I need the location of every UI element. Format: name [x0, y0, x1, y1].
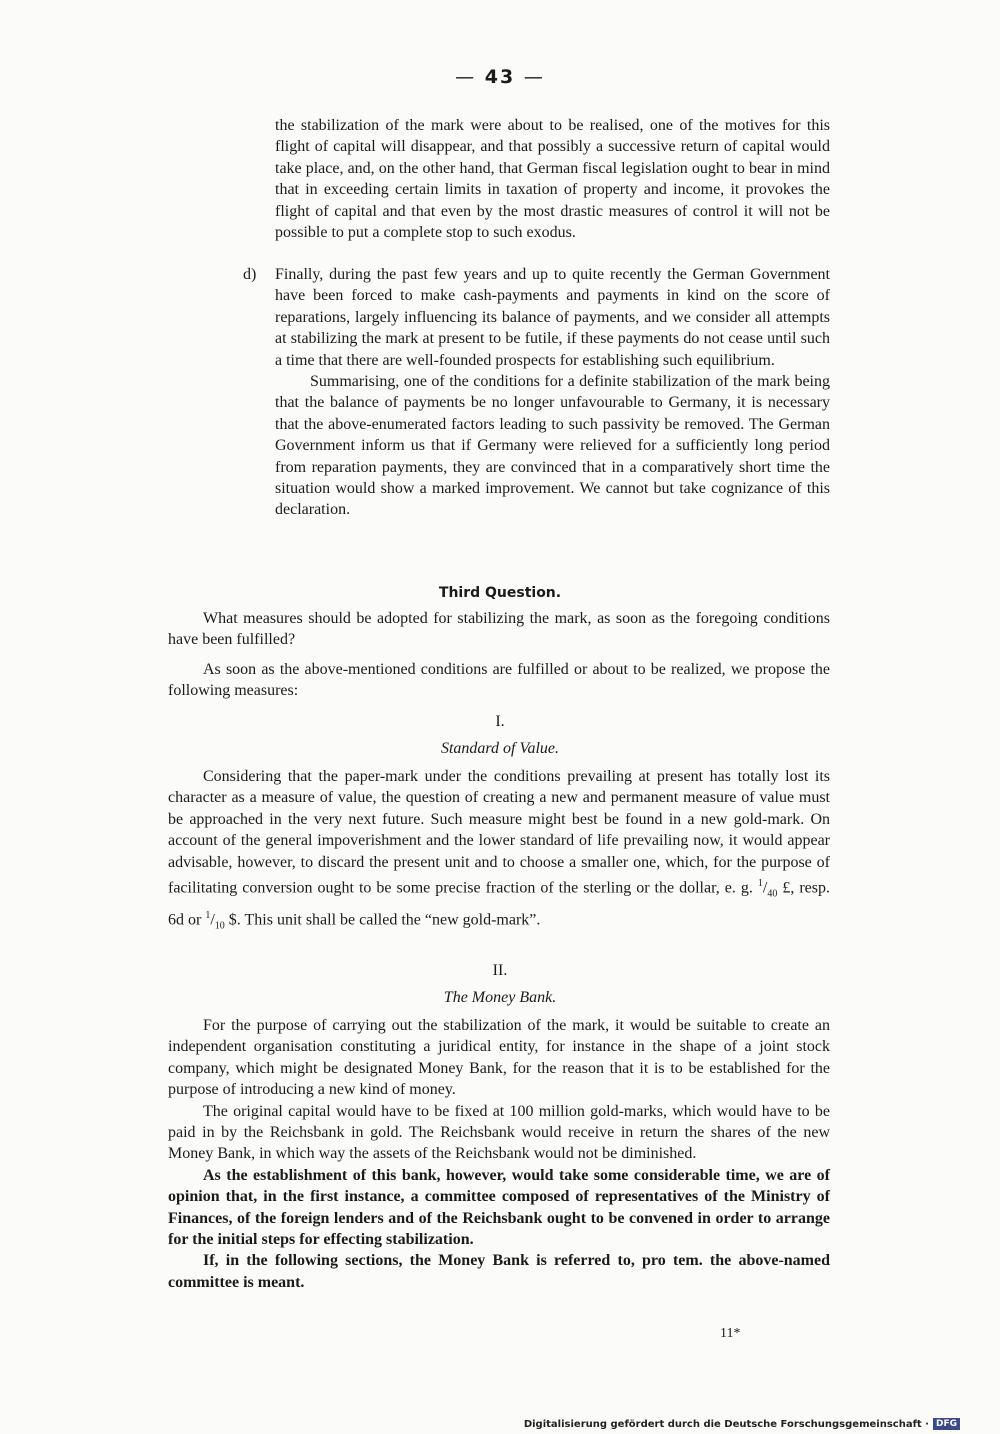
section-1-block — [168, 766, 830, 937]
fraction-1-numerator: 1 — [757, 878, 763, 890]
page-header — [0, 66, 1000, 88]
list-item-d-text: Finally, during the past few years and up to quite recently the German Government have been forced to make cash-payments and payments in kind on the score of reparations, largely influencing its balance of payments, and we consider all attempts at stabilizing the mark at present to be futile, if these payments do not cease until such a time that there are well-founded prospects for establishing such equilibrium. — [275, 266, 830, 369]
paragraph-continuation: the stabilization of the mark were about to be realised, one of the motives for this flight of capital will disappear, and that possibly a successive return of capital would take place, and, on the other hand, that German fiscal legislation ought to bear in mind that in exceeding certain limits in taxation of property and income, it provokes the flight of capital and that even by the most drastic measures of control it will not be possible to put a complete stop to such exodus. — [275, 117, 830, 242]
list-item-d — [243, 264, 830, 521]
list-item-d-body — [275, 264, 830, 521]
header-dash-left: — — [455, 66, 477, 88]
footer — [524, 1418, 960, 1430]
section-1-text-part2: £, resp. 6d or — [168, 879, 831, 929]
third-question-block — [168, 608, 830, 702]
section-2-paragraph-3: As the establishment of this bank, however, would take some considerable time, we are of opinion that, in the first instance, a committee composed of representatives of the Ministry of Finances, of the foreign lenders and of the Reichsbank ought to be convened in order to arrange for the initial steps for effecting stabilization. — [168, 1166, 830, 1249]
footer-text: Digitalisierung gefördert durch die Deutsche Forschungsgemeinschaft · — [523, 1418, 929, 1430]
fraction-1-denominator: 40 — [767, 888, 778, 900]
section-1-title: Standard of Value. — [440, 740, 560, 757]
list-marker-d: d) — [243, 266, 257, 283]
section-1-paragraph: Considering that the paper-mark under the conditions prevailing at present has totally lost its character as a measure of value, the question of creating a new and permanent measure of value must be approached in the very next future. Such measure might best be found in a new gold-mark. On account of the general impoverishment and the lower standard of life prevailing now, it would appear advisable, however, to discard the present unit and to choose a smaller one, which, for the purpose of facilitating conversion ought to be some precise fraction of the sterling or the dollar, e. g. $^1/_{40}$ £, resp. 6d or $^1/_{10}$ $. This unit shall be called the “new gold-mark”. — [168, 768, 831, 932]
fraction-2-denominator: 10 — [214, 920, 225, 932]
dfg-logo-icon: DFG — [933, 1418, 960, 1430]
summary-paragraph: Summarising, one of the conditions for a definite stabilization of the mark being that the balance of payments be no longer unfavourable to Germany, it is necessary that the above-enumerated factors leading to such passivity be removed. The German Government inform us that if Germany were relieved for a sufficiently long period from reparation payments, they are convinced that in a comparatively short time the situation would show a marked improvement. We cannot but take cognizance of this declaration. — [275, 373, 830, 519]
answer-intro: As soon as the above-mentioned conditions are fulfilled or about to be realized, we propose the following measures: — [168, 660, 830, 700]
section-2-paragraph-2: The original capital would have to be fixed at 100 million gold-marks, which would have to be paid in by the Reichsbank in gold. The Reichsbank would receive in return the shares of the new Money Bank, in which way the assets of the Reichsbank would not be diminished. — [168, 1102, 830, 1163]
header-dash-right: — — [523, 66, 545, 88]
third-question-heading: Third Question. — [438, 585, 562, 601]
section-2-paragraph-4: If, in the following sections, the Money Bank is referred to, pro tem. the above-named committee is meant. — [168, 1252, 830, 1291]
question-text: What measures should be adopted for stabilizing the mark, as soon as the foregoing conditions have been fulfilled? — [168, 610, 830, 649]
signature-mark: 11* — [720, 1326, 741, 1341]
section-1-text-part1: Considering that the paper-mark under the conditions prevailing at present has totally lost its character as a measure of value, the question of creating a new and permanent measure of value must be approached in the very next future. Such measure might best be found in a new gold-mark. On account of the general impoverishment and the lower standard of life prevailing now, it would appear advisable, however, to discard the present unit and to choose a smaller one, which, for the purpose of facilitating conversion ought to be some precise fraction of the sterling or the dollar, e. g. — [168, 768, 830, 897]
fraction-2-numerator: 1 — [205, 909, 211, 921]
section-2-title: The Money Bank. — [443, 989, 557, 1006]
section-1-numeral: I. — [495, 713, 505, 730]
section-1-text-part3: $. This unit shall be called the “new gold-mark”. — [224, 911, 541, 929]
page-number: 43 — [484, 66, 516, 88]
section-2-numeral: II. — [492, 962, 508, 979]
section-2-block — [168, 1015, 830, 1293]
section-2-paragraph-1: For the purpose of carrying out the stabilization of the mark, it would be suitable to create an independent organisation constituting a juridical entity, for instance in the shape of a joint stock company, which might be designated Money Bank, for the reason that it is to be established for the purpose of introducing a new kind of money. — [168, 1017, 830, 1099]
